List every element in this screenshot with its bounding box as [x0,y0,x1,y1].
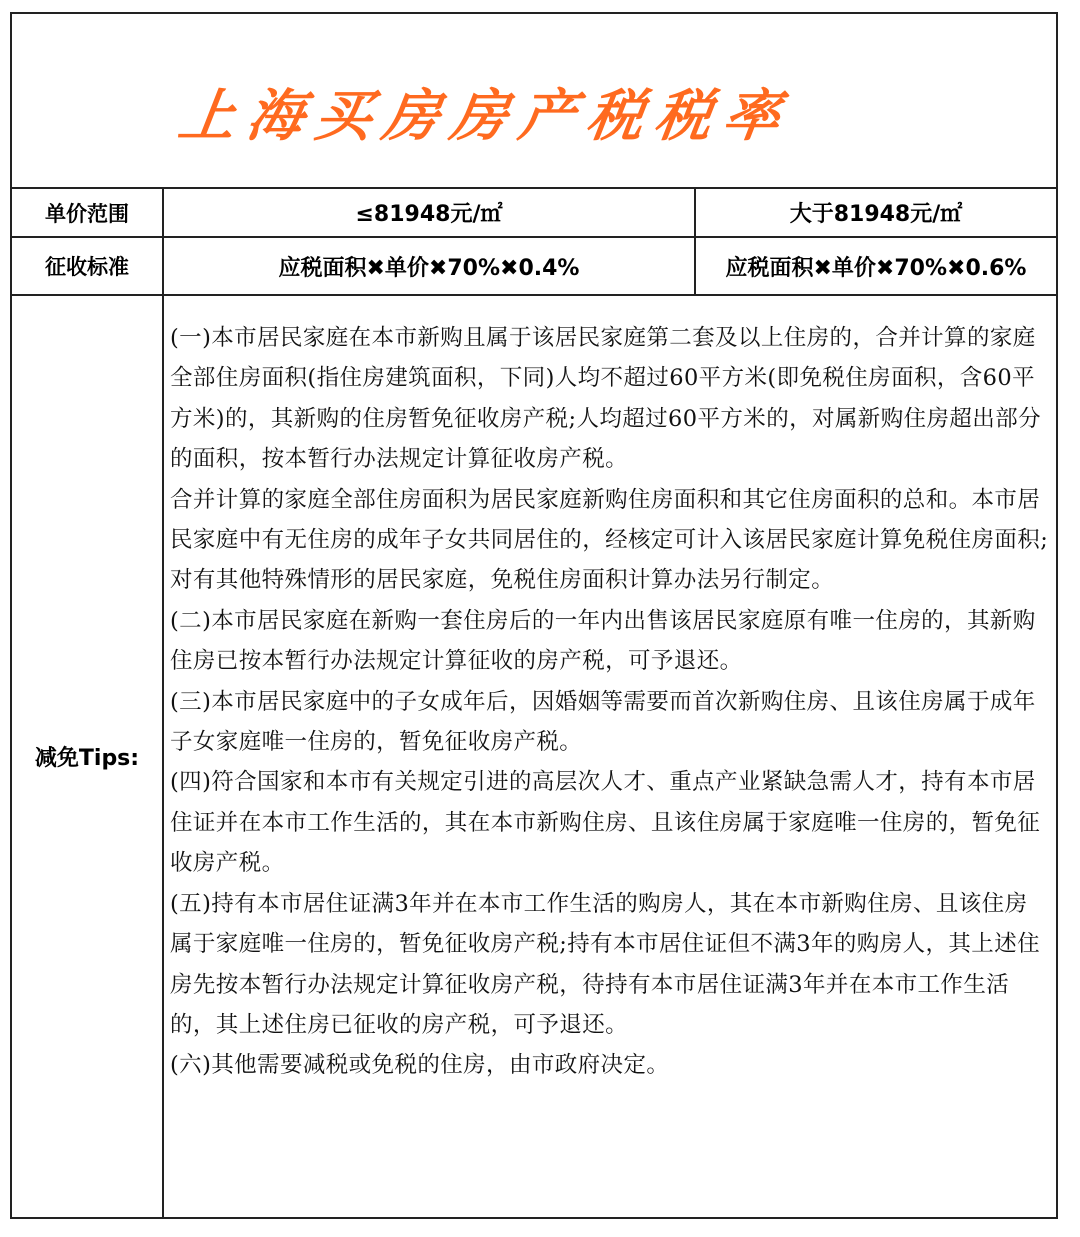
price-range-row [12,189,1056,238]
price-range-high: 大于81948元/㎡ [789,202,963,227]
title-row [12,14,1056,189]
tax-standard-label: 征收标准 [12,238,164,294]
tip-paragraph: (一)本市居民家庭在本市新购且属于该居民家庭第二套及以上住房的，合并计算的家庭全部住房面积(指住房建筑面积，下同)人均不超过60平方米(即免税住房面积，含60平方米)的，其新购的住房暂免征收房产税;人均超过60平方米的，对属新购住房超出部分的面积，按本暂行办法规定计算征收房产税。 [170,325,1041,473]
page-title: 上海买房房产税税率 [174,84,796,149]
tips-label: 减免Tips: [12,296,164,1217]
tips-content [164,296,1056,1217]
tip-paragraph: (三)本市居民家庭中的子女成年后，因婚姻等需要而首次新购住房、且该住房属于成年子女家庭唯一住房的，暂免征收房产税。 [170,688,1036,756]
tip-paragraph: 合并计算的家庭全部住房面积为居民家庭新购住房面积和其它住房面积的总和。本市居民家庭中有无住房的成年子女共同居住的，经核定可计入该居民家庭计算免税住房面积;对有其他特殊情形的居民家庭，免税住房面积计算办法另行制定。 [170,486,1049,594]
tip-paragraph: (五)持有本市居住证满3年并在本市工作生活的购房人，其在本市新购住房、且该住房属于家庭唯一住房的，暂免征收房产税;持有本市居住证但不满3年的购房人，其上述住房先按本暂行办法规定计算征收房产税，待持有本市居住证满3年并在本市工作生活的，其上述住房已征收的房产税，可予退还。 [170,890,1040,1038]
tax-rate-table [10,12,1058,1219]
price-range-low: ≤81948元/㎡ [164,189,696,236]
tips-row [12,296,1056,1217]
tax-standard-low: 应税面积✖单价✖70%✖0.4% [164,238,696,294]
tax-standard-high: 应税面积✖单价✖70%✖0.6% [725,255,1027,281]
tip-paragraph: (二)本市居民家庭在新购一套住房后的一年内出售该居民家庭原有唯一住房的，其新购住房已按本暂行办法规定计算征收的房产税，可予退还。 [170,607,1036,675]
tip-paragraph: (四)符合国家和本市有关规定引进的高层次人才、重点产业紧缺急需人才，持有本市居住证并在本市工作生活的，其在本市新购住房、且该住房属于家庭唯一住房的，暂免征收房产税。 [170,769,1041,877]
tax-standard-row [12,238,1056,296]
tip-paragraph: (六)其他需要减税或免税的住房，由市政府决定。 [170,1052,670,1079]
price-range-label: 单价范围 [12,189,164,236]
